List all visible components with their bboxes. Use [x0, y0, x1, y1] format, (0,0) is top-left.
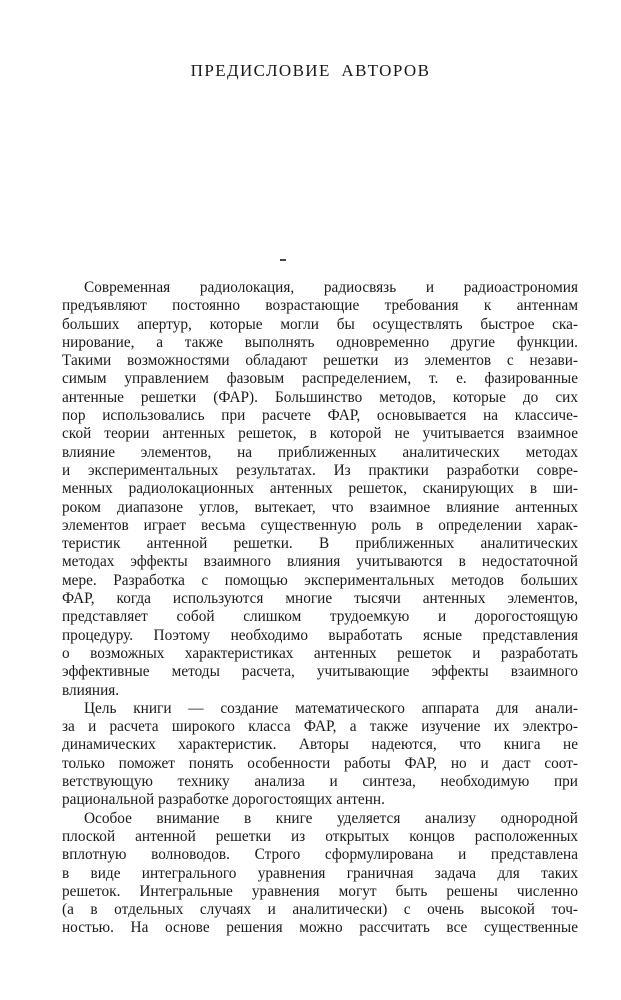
text-line: больших апертур, которые могли бы осуществлять быстрое ска-	[62, 315, 578, 333]
text-line: симым управлением фазовым распределением, т. е. фазированные	[62, 370, 578, 388]
paragraph-1	[62, 279, 578, 700]
text-line: менных радиолокационных антенных решеток, сканирующих в ши-	[62, 480, 578, 498]
text-line: Такими возможностями обладают решетки из элементов с незави-	[62, 352, 578, 370]
text-line: теристик антенной решетки. В приближенных аналитических	[62, 535, 578, 553]
text-line: ветствующую технику анализа и синтеза, необходимую при	[62, 773, 578, 791]
paragraph-3	[62, 810, 578, 938]
text-line: за и расчета широкого класса ФАР, а также изучение их электро-	[62, 718, 578, 736]
text-line: мере. Разработка с помощью экспериментальных методов больших	[62, 571, 578, 589]
text-line: представляет собой слишком трудоемкую и дорогостоящую	[62, 608, 578, 626]
text-line: рациональной разработке дорогостоящих антенн.	[62, 791, 385, 809]
text-line: в виде интегрального уравнения граничная задача для таких	[62, 864, 578, 882]
text-line: о возможных характеристиках антенных решеток и разработать	[62, 644, 578, 662]
text-line: эффективные методы расчета, учитывающие эффекты взаимного	[62, 663, 578, 681]
text-line: элементов играет весьма существенную роль в определении харак-	[62, 516, 578, 534]
text-line: влияния.	[62, 681, 120, 699]
text-line: решеток. Интегральные уравнения могут быть решены численно	[62, 882, 578, 900]
text-line: пор использовались при расчете ФАР, основывается на классиче-	[62, 407, 578, 425]
text-line: роком диапазоне углов, вытекает, что взаимное влияние антенных	[62, 498, 578, 516]
text-line: ностью. На основе решения можно рассчитать все существенные	[62, 919, 578, 937]
text-line: нирование, а также выполнять одновременно другие функции.	[62, 333, 578, 351]
text-line: (а в отдельных случаях и аналитически) с очень высокой точ-	[62, 901, 578, 919]
paragraph-2	[62, 700, 578, 810]
text-line: Особое внимание в книге уделяется анализу однородной	[84, 809, 578, 827]
text-line: предъявляют постоянно возрастающие требования к антеннам	[62, 297, 578, 315]
text-line: и экспериментальных результатах. Из практики разработки совре-	[62, 461, 578, 479]
text-line: только поможет понять особенности работы ФАР, но и даст соот-	[62, 754, 578, 772]
text-line: влияние элементов, на приближенных аналитических методах	[62, 443, 578, 461]
separator-mark	[280, 259, 286, 261]
text-line: Цель книги — создание математического аппарата для анали-	[84, 699, 578, 717]
text-line: вплотную волноводов. Строго сформулирована и представлена	[62, 846, 578, 864]
text-line: процедуру. Поэтому необходимо выработать ясные представления	[62, 626, 578, 644]
text-line: ФАР, когда используются многие тысячи антенных элементов,	[62, 590, 578, 608]
body-text	[62, 279, 578, 938]
text-line: динамических характеристик. Авторы надеются, что книга не	[62, 736, 578, 754]
text-line: антенные решетки (ФАР). Большинство методов, которые до сих	[62, 388, 578, 406]
text-line: Современная радиолокация, радиосвязь и радиоастрономия	[84, 279, 578, 296]
text-line: ской теории антенных решеток, в которой не учитывается взаимное	[62, 425, 578, 443]
page-title: ПРЕДИСЛОВИЕ АВТОРОВ	[190, 61, 431, 80]
text-line: плоской антенной решетки из открытых концов расположенных	[62, 827, 578, 845]
text-line: методах эффекты взаимного влияния учитываются в недостаточной	[62, 553, 578, 571]
